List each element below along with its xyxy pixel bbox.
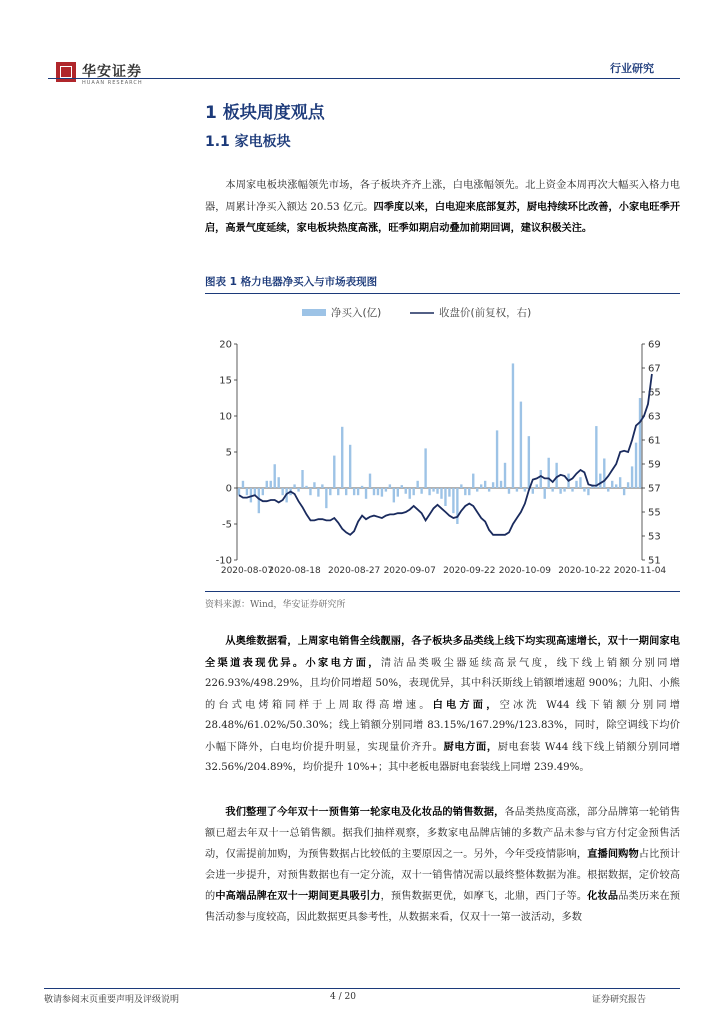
white-goods-lead: 白电方面， (432, 698, 500, 711)
net-buy-bar (281, 488, 283, 495)
right-tick-label: 57 (648, 483, 661, 495)
net-buy-bar (258, 488, 260, 513)
net-buy-bar (325, 488, 327, 508)
right-tick-label: 59 (648, 459, 661, 471)
net-buy-bar (278, 477, 280, 488)
net-buy-bar (393, 488, 395, 502)
net-buy-bar (377, 488, 379, 495)
net-buy-bar (301, 470, 303, 488)
net-buy-bar (460, 484, 462, 488)
net-buy-bar (274, 464, 276, 488)
net-buy-bar (544, 488, 546, 499)
net-buy-bar (452, 488, 454, 513)
net-buy-bar (353, 488, 355, 495)
presale-text-3: ，预售数据更优，如摩飞，北鼎，西门子等。 (380, 891, 588, 902)
net-buy-bar (520, 402, 522, 488)
sales-data-paragraph (205, 631, 680, 779)
net-buy-bar (615, 484, 617, 488)
net-buy-bar (480, 484, 482, 488)
intro-text: 本周家电板块涨幅领先市场，各子板块齐齐上涨，白电涨幅领先。北上资金本周再次大幅买入格力电器，周累计净买入额达 20.53 亿元。 (205, 180, 680, 213)
net-buy-bar (476, 488, 478, 492)
net-buy-bar (548, 458, 550, 488)
net-buy-bar (373, 488, 375, 495)
net-buy-bar (381, 488, 383, 497)
net-buy-bar (496, 430, 498, 488)
company-logo-icon (56, 62, 76, 82)
net-buy-bar (488, 488, 490, 492)
net-buy-bar (333, 456, 335, 488)
net-buy-bar (524, 488, 526, 492)
net-buy-bar (603, 458, 605, 488)
net-buy-bar (456, 488, 458, 524)
net-buy-bar (309, 488, 311, 495)
net-buy-bar (293, 484, 295, 488)
net-buy-bar (428, 488, 430, 495)
left-tick-label: -10 (215, 555, 232, 567)
net-buy-bar (341, 427, 343, 488)
figure-bottom-rule (205, 591, 680, 592)
net-buy-bar (595, 426, 597, 488)
intro-paragraph (205, 176, 680, 240)
header-divider (48, 78, 680, 79)
small-appliance-text: 清洁品类吸尘器延续高景气度，线下线上销额分别同增 226.93%/498.29%，且均价同增超 50%，表现优异，其中科沃斯线上销额增速超 900%；九阳、小熊的台式电烤箱同样于上周取得高增速。 (205, 657, 680, 711)
legend-swatch-net-buy (302, 309, 326, 316)
sales-lead: 从奥维数据看，上周家电销售全线靓丽，各子板块多品类线上线下均实现高速增长，双十一期间家电全渠道表现优异。小家电方面， (205, 635, 680, 669)
net-buy-bar (385, 488, 387, 492)
net-buy-bar (472, 474, 474, 488)
net-buy-bar (389, 484, 391, 488)
left-tick-label: 5 (225, 447, 232, 459)
net-buy-bar (416, 481, 418, 488)
net-buy-bar (365, 488, 367, 499)
net-buy-bar (436, 488, 438, 494)
net-buy-bar (246, 488, 248, 495)
kitchen-text: 厨电套装 W44 线下线上销额分别同增 32.56%/204.89%，均价提升 10%+；其中老板电器厨电套装线上同增 239.49%。 (205, 741, 681, 773)
net-buy-bar (297, 488, 299, 492)
net-buy-bar (413, 488, 415, 495)
company-logo-text: 华安证券 (82, 64, 142, 80)
net-buy-bar (424, 448, 426, 488)
page-header (44, 56, 680, 90)
net-buy-bar (611, 481, 613, 488)
net-buy-bar (571, 488, 573, 492)
net-buy-bar (468, 488, 470, 495)
net-buy-bar (623, 488, 625, 495)
net-buy-bar (631, 466, 633, 488)
high-end-highlight: 中高端品牌在双十一期间更具吸引力 (215, 890, 381, 902)
net-buy-bar (508, 488, 510, 494)
net-buy-bar (329, 488, 331, 495)
net-buy-bar (563, 488, 565, 492)
livestream-highlight: 直播间购物 (587, 848, 639, 860)
net-buy-bar (536, 484, 538, 488)
net-buy-bar (444, 488, 446, 506)
net-buy-bar (254, 488, 256, 495)
cosmetics-highlight: 化妆品 (587, 890, 619, 902)
right-tick-label: 67 (648, 363, 661, 375)
net-buy-bar (401, 485, 403, 488)
intro-highlight: 四季度以来，白电迎来底部复苏，厨电持续环比改善，小家电旺季开启，高景气度延续，家电板块热度高涨，旺季如期启动叠加前期回调，建议积极关注。 (205, 200, 681, 234)
net-buy-bar (575, 481, 577, 488)
x-tick-label: 2020-10-09 (498, 566, 552, 576)
figure-source: 资料来源：Wind，华安证券研究所 (205, 600, 346, 610)
footer-divider (44, 988, 680, 989)
kitchen-lead: 厨电方面， (443, 740, 498, 753)
net-buy-bar (579, 477, 581, 488)
net-buy-bar (528, 436, 530, 488)
net-buy-bar (337, 488, 339, 495)
net-buy-bar (250, 488, 252, 502)
net-buy-bar (397, 488, 399, 497)
x-tick-label: 2020-08-18 (268, 566, 321, 576)
net-buy-bar (317, 488, 319, 497)
footer-report-type: 证券研究报告 (592, 995, 647, 1005)
net-buy-bar (361, 486, 363, 488)
close-price-line (239, 374, 652, 535)
net-buy-bar (266, 481, 268, 488)
right-tick-label: 63 (648, 411, 661, 423)
net-buy-bar (540, 470, 542, 488)
net-buy-bar (349, 445, 351, 488)
subsection-heading: 1.1 家电板块 (205, 134, 291, 150)
report-section-label: 行业研究 (610, 62, 654, 75)
net-buy-bar (369, 474, 371, 488)
net-buy-bar (551, 488, 553, 492)
net-buy-bar (504, 463, 506, 488)
company-logo-subtext: HUAAN RESEARCH (82, 80, 143, 86)
net-buy-bar (516, 488, 518, 492)
x-tick-label: 2020-08-07 (220, 566, 274, 576)
x-tick-label: 2020-10-22 (558, 566, 611, 576)
net-buy-bar (635, 443, 637, 488)
legend-label-close-price: 收盘价(前复权，右) (439, 307, 532, 319)
net-buy-bar (587, 488, 589, 495)
x-tick-label: 2020-09-07 (383, 566, 436, 576)
figure-top-rule (205, 293, 680, 294)
left-tick-label: 10 (219, 411, 232, 423)
right-tick-label: 61 (648, 435, 661, 447)
net-buy-bar (583, 488, 585, 492)
white-goods-text: 空冰洗 W44 线下销额分别同增 28.48%/61.02%/50.30%；线上销额分别同增 83.15%/167.29%/123.83%，同时，除空调线下均价小幅下降外，白电均价提升明显，实现量价齐升。 (205, 699, 680, 753)
left-tick-label: 20 (219, 339, 232, 351)
net-buy-bar (492, 482, 494, 488)
left-tick-label: 15 (219, 375, 232, 387)
net-buy-bar (405, 488, 407, 494)
x-tick-label: 2020-11-04 (613, 566, 667, 576)
presale-text-2: 占比预计会进一步提升，对预售数据也有一定分流，双十一销售情况需以最终整体数据为准。根据数据，定价较高的 (205, 849, 681, 902)
page-number: 4 / 20 (330, 992, 356, 1002)
net-buy-bar (270, 481, 272, 488)
presale-text-1: 各品类热度高涨，部分品牌第一轮销售额已超去年双十一总销售额。据我们抽样观察，多数家电品牌店铺的多数产品未参与官方付定金预售活动，仅需提前加购，为预售数据占比较低的主要原因之一。另外，今年受疫情影响， (205, 807, 681, 860)
net-buy-bar (242, 481, 244, 488)
net-buy-bar (440, 488, 442, 499)
footer-disclaimer: 敬请参阅末页重要声明及评级说明 (44, 995, 180, 1005)
net-buy-bar (532, 488, 534, 494)
section-heading: 1 板块周度观点 (205, 103, 325, 123)
net-buy-bar (262, 488, 264, 495)
right-tick-label: 53 (648, 531, 661, 543)
x-tick-label: 2020-08-27 (327, 566, 381, 576)
presale-paragraph (205, 802, 680, 928)
net-buy-bar (559, 488, 561, 494)
net-buy-bar (464, 488, 466, 495)
net-buy-bar (512, 363, 514, 488)
legend-label-net-buy: 净买入(亿) (331, 307, 382, 319)
net-buy-bar (484, 481, 486, 488)
net-buy-bar (409, 488, 411, 499)
net-buy-bar (627, 482, 629, 488)
net-buy-bar (500, 481, 502, 488)
right-tick-label: 69 (648, 339, 661, 351)
net-buy-bar (345, 488, 347, 495)
net-buy-bar (305, 486, 307, 488)
left-tick-label: -5 (222, 519, 232, 531)
net-buy-bar (555, 463, 557, 488)
net-buy-bar (313, 482, 315, 488)
net-buy-bar (238, 488, 240, 495)
right-tick-label: 51 (648, 555, 661, 567)
right-tick-label: 65 (648, 387, 661, 399)
net-buy-bar (619, 477, 621, 488)
net-buy-bar (432, 488, 434, 492)
x-tick-label: 2020-09-22 (443, 566, 496, 576)
net-buy-bar (448, 488, 450, 497)
presale-text-4: 品类历来在预售活动参与度较高，因此数据更具参考性，从数据来看，仅双十一第一波活动，多数 (205, 891, 681, 923)
net-buy-bar (321, 484, 323, 488)
presale-lead: 我们整理了今年双十一预售第一轮家电及化妆品的销售数据， (225, 806, 505, 818)
right-tick-label: 55 (648, 507, 661, 519)
left-tick-label: 0 (225, 483, 232, 495)
net-buy-bar (357, 488, 359, 495)
net-buy-bar (639, 398, 641, 488)
figure-title: 图表 1 格力电器净买入与市场表现图 (205, 276, 378, 288)
net-buy-price-chart (205, 296, 680, 596)
net-buy-bar (607, 488, 609, 492)
net-buy-bar (420, 488, 422, 494)
net-buy-bar (599, 474, 601, 488)
